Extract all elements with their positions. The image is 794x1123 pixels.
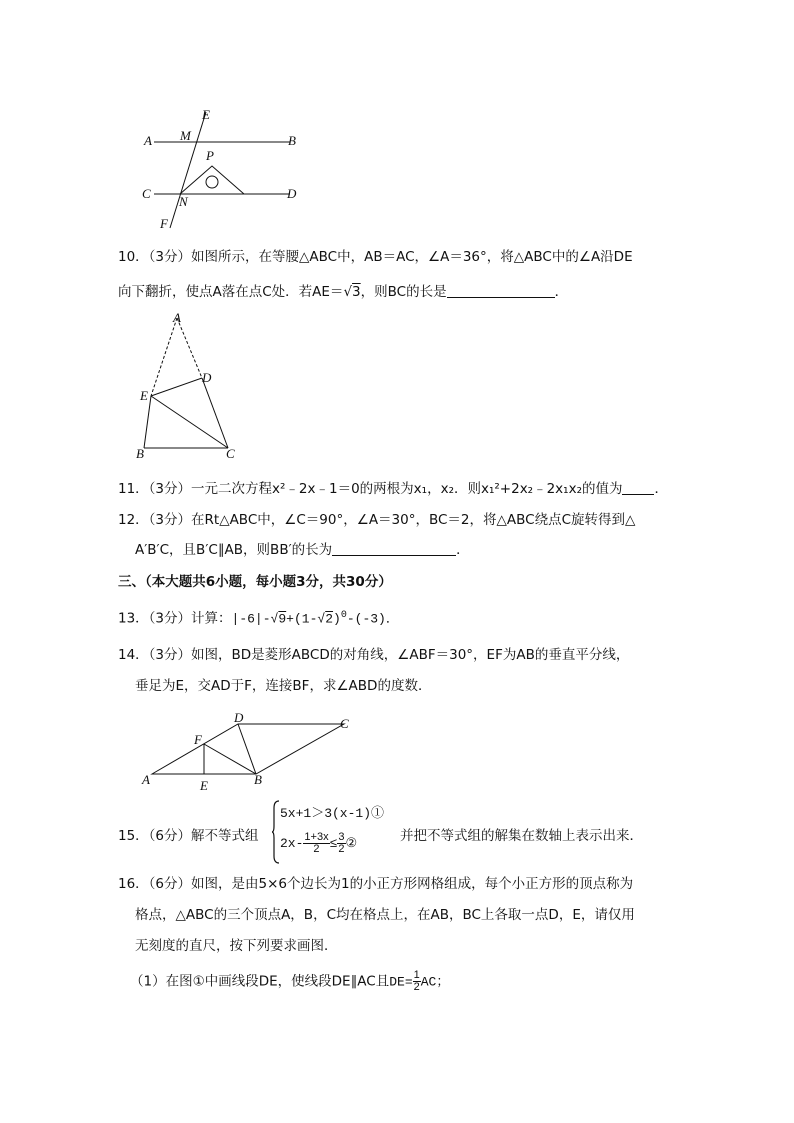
label-A: A: [144, 133, 152, 148]
q11-line: 11．（3分）一元二次方程x²﹣2x﹣1＝0的两根为x₁，x₂．则x₁²+2x₂﹣2x₁x₂的值为 ．: [118, 481, 668, 497]
inequality-system: [272, 800, 402, 864]
figure-q10: [134, 310, 244, 465]
label-C: C: [142, 186, 151, 201]
answer-blank-q12[interactable]: [332, 541, 456, 556]
q16-line3: 无刻度的直尺，按下列要求画图．: [135, 938, 338, 954]
label-A: A: [173, 310, 181, 325]
q15-prefix: 15．（6分）解不等式组: [118, 828, 259, 844]
label-P: P: [206, 148, 214, 163]
label-E: E: [200, 778, 208, 793]
label-M: M: [180, 128, 191, 143]
label-B: B: [288, 133, 296, 148]
q16-line1: 16．（6分）如图，是由5×6个边长为1的小正方形网格组成，每个小正方形的顶点称为: [118, 876, 634, 892]
q10-line2: 向下翻折，使点A落在点C处．若AE＝√3，则BC的长是 ．: [118, 284, 569, 300]
q15-suffix: 并把不等式组的解集在数轴上表示出来．: [400, 828, 643, 844]
figure-q14: [138, 708, 360, 794]
label-E: E: [202, 107, 210, 122]
inequality-row-1: 5x+1＞3(x-1)①: [280, 806, 385, 821]
q16-sub1: （1）在图①中画线段DE，使线段DE∥AC且DE= $\frac{1}{2}$ AC；: [130, 969, 450, 993]
sqrt-sign: √3: [343, 284, 361, 300]
q16-line2: 格点，△ABC的三个顶点A，B，C均在格点上，在AB，BC上各取一点D，E，请仅用: [135, 907, 635, 923]
label-A: A: [142, 772, 150, 787]
q14-line1: 14．（3分）如图，BD是菱形ABCD的对角线，∠ABF＝30°，EF为AB的垂直平分线，: [118, 647, 630, 663]
label-B: B: [254, 772, 262, 787]
answer-blank-q10[interactable]: [447, 283, 555, 298]
q10-line1: 10．（3分）如图所示，在等腰△ABC中，AB＝AC，∠A＝36°，将△ABC中的∠A沿DE: [118, 249, 633, 265]
label-D: D: [234, 710, 244, 725]
label-C: C: [340, 716, 349, 731]
label-N: N: [179, 194, 188, 209]
label-C: C: [226, 446, 235, 461]
label-E: E: [140, 388, 148, 403]
label-D: D: [287, 186, 297, 201]
q12-line1: 12．（3分）在Rt△ABC中，∠C＝90°，∠A＝30°，BC＝2，将△ABC绕点C旋转得到△: [118, 512, 636, 528]
q13-line: 13．（3分）计算：$|-6|-√9+(1-√2)^0-(-3)$．: [118, 610, 399, 627]
inequality-row-2: 2x- $\frac{1+3x}{2}$ ≤ $\frac{3}{2}$ ②: [280, 831, 358, 855]
label-D: D: [202, 370, 212, 385]
section-three-heading: 三、（本大题共6小题，每小题3分，共30分）: [118, 574, 392, 590]
label-F: F: [160, 216, 168, 231]
figure-q9: [140, 104, 310, 234]
answer-blank-q11[interactable]: [622, 480, 654, 495]
q12-line2: A′B′C，且B′C∥AB，则BB′的长为 ．: [135, 542, 470, 558]
label-F: F: [194, 732, 202, 747]
q14-line2: 垂足为E，交AD于F，连接BF，求∠ABD的度数．: [135, 678, 432, 694]
left-brace-icon: [272, 800, 280, 864]
label-B: B: [136, 446, 144, 461]
